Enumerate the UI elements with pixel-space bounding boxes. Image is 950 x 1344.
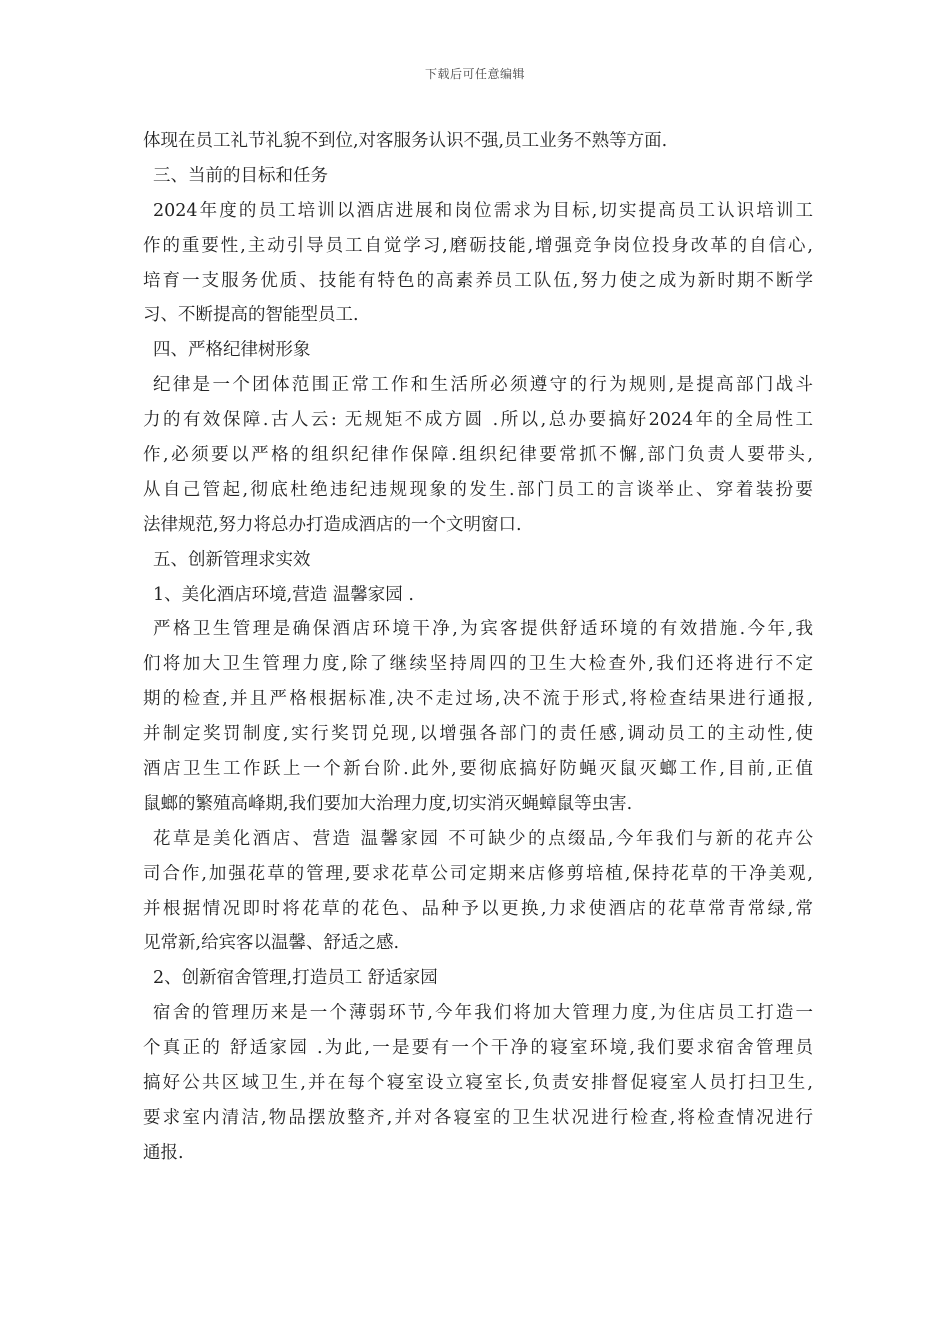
text-line: 作的重要性,主动引导员工自觉学习,磨砺技能,增强竞争岗位投身改革的自信心,	[143, 235, 813, 256]
text-line: 期的检查,并且严格根据标准,决不走过场,决不流于形式,将检查结果进行通报,	[143, 689, 813, 710]
text-line: 三、当前的目标和任务	[153, 165, 328, 186]
text-line: 个真正的 舒适家园 .为此,一是要有一个干净的寝室环境,我们要求宿舍管理员	[143, 1038, 813, 1059]
page-header: 下载后可任意编辑	[424, 67, 525, 81]
text-line: 并根据情况即时将花草的花色、品种予以更换,力求使酒店的花草常青常绿,常	[143, 898, 813, 919]
text-line: 搞好公共区域卫生,并在每个寝室设立寝室长,负责安排督促寝室人员打扫卫生,	[143, 1073, 813, 1094]
text-line: 见常新,给宾客以温馨、舒适之感.	[143, 933, 400, 954]
text-line: 2、创新宿舍管理,打造员工 舒适家园	[153, 968, 438, 989]
text-line: 们将加大卫生管理力度,除了继续坚持周四的卫生大检查外,我们还将进行不定	[143, 654, 813, 675]
text-line: 五、创新管理求实效	[153, 549, 311, 570]
text-line: 花草是美化酒店、营造 温馨家园 不可缺少的点缀品,今年我们与新的花卉公	[153, 828, 813, 849]
text-line: 要求室内清洁,物品摆放整齐,并对各寝室的卫生状况进行检查,将检查情况进行	[143, 1107, 813, 1128]
text-line: 纪律是一个团体范围正常工作和生活所必须遵守的行为规则,是提高部门战斗	[153, 375, 813, 396]
text-line: 2024年度的员工培训以酒店进展和岗位需求为目标,切实提高员工认识培训工	[153, 200, 813, 221]
text-line: 力的有效保障.古人云: 无规矩不成方圆 .所以,总办要搞好2024年的全局性工	[143, 410, 813, 431]
text-line: 司合作,加强花草的管理,要求花草公司定期来店修剪培植,保持花草的干净美观,	[143, 863, 813, 884]
body-text	[143, 124, 813, 1171]
text-line: 作,必须要以严格的组织纪律作保障.组织纪律要常抓不懈,部门负责人要带头,	[143, 445, 813, 466]
text-line: 四、严格纪律树形象	[153, 340, 311, 361]
text-line: 从自己管起,彻底杜绝违纪违规现象的发生.部门员工的言谈举止、穿着装扮要	[143, 479, 813, 500]
text-line: 宿舍的管理历来是一个薄弱环节,今年我们将加大管理力度,为住店员工打造一	[153, 1003, 813, 1024]
text-line: 体现在员工礼节礼貌不到位,对客服务认识不强,员工业务不熟等方面.	[143, 131, 668, 151]
text-line: 习、不断提高的智能型员工.	[143, 305, 359, 326]
text-line: 通报.	[143, 1142, 184, 1163]
text-line: 法律规范,努力将总办打造成酒店的一个文明窗口.	[143, 514, 522, 535]
text-line: 培育一支服务优质、技能有特色的高素养员工队伍,努力使之成为新时期不断学	[143, 270, 813, 291]
text-line: 并制定奖罚制度,实行奖罚兑现,以增强各部门的责任感,调动员工的主动性,使	[143, 724, 813, 745]
text-line: 鼠螂的繁殖高峰期,我们要加大治理力度,切实消灭蝇蟑鼠等虫害.	[143, 793, 633, 814]
text-line: 严格卫生管理是确保酒店环境干净,为宾客提供舒适环境的有效措施.今年,我	[153, 619, 813, 640]
text-line: 酒店卫生工作跃上一个新台阶.此外,要彻底搞好防蝇灭鼠灭螂工作,目前,正值	[143, 759, 813, 780]
text-line: 1、美化酒店环境,营造 温馨家园 .	[153, 584, 414, 605]
